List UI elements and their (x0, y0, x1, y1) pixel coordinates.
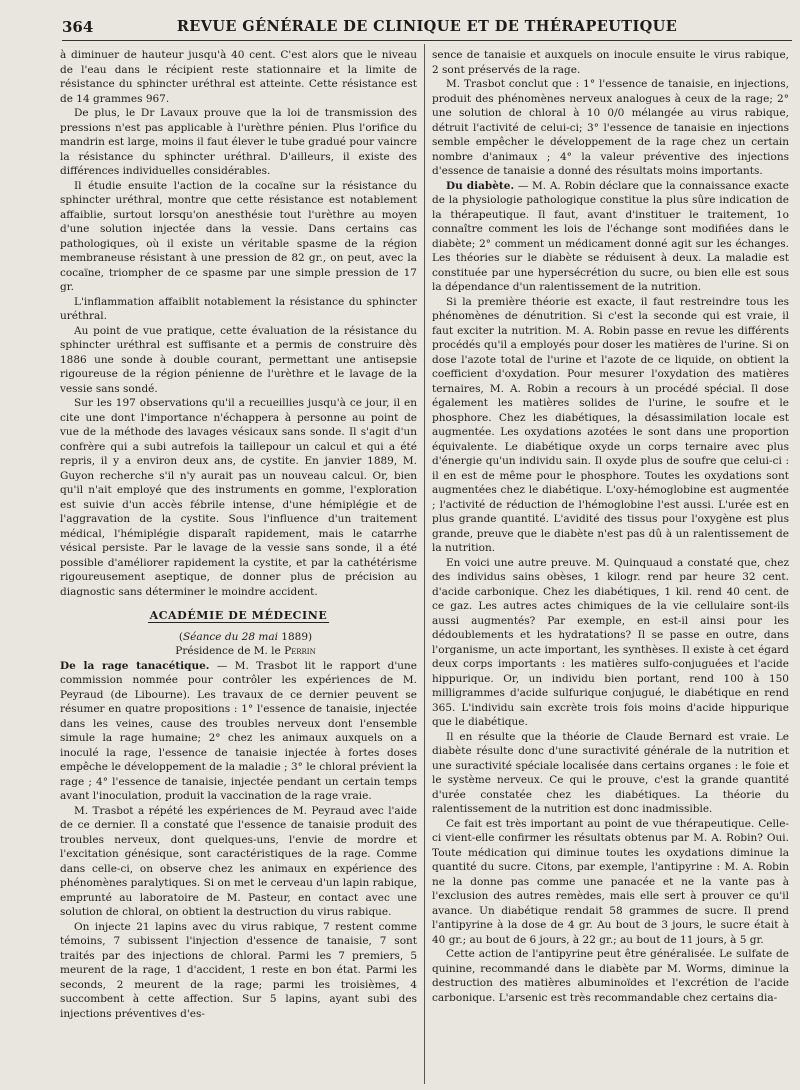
paragraph: L'inflammation affaiblit notablement la résistance du sphincter uréthral. (60, 295, 417, 322)
article-lead: De la rage tanacétique. (60, 659, 210, 672)
presidency-text: Présidence de M. le (175, 645, 285, 657)
paragraph (60, 659, 417, 804)
session-label: Séance du 28 mai (182, 630, 278, 643)
left-column (60, 48, 417, 1021)
paragraph: Sur les 197 observations qu'il a recueillies jusqu'à ce jour, il en cite une dont l'importance n'échappera à personne au point de vue de la méthode des lavages vésicaux sans sonde. Il s'agit d'un confrère qui a subi autrefois la taillepour un calcul et qui a été repris, il y a environ deux ans, de cystite. En janvier 1889, M. Guyon recherche s'il n'y aurait pas un nouveau calcul. Or, bien qu'il n'ait employé que des instruments en gomme, l'exploration est suivie d'un accès fébrile intense, d'une hémiplégie et de l'aggravation de la cystite. Sous l'influence d'un traitement médical, l'hémiplégie disparaît rapidement, mais le catarrhe vésical persiste. Par le lavage de la vessie sans sonde, il a été possible d'améliorer rapidement la cystite, et par la cathétérisme rigoureusement aseptique, de donner plus de précision au diagnostic sans déterminer le moindre accident. (60, 397, 417, 598)
section-title-text: ACADÉMIE DE MÉDECINE (149, 609, 328, 622)
page-header (62, 18, 792, 41)
paragraph: De plus, le Dr Lavaux prouve que la loi de transmission des pressions n'est pas applicable à l'urèthre pénien. Plus l'orifice du mandrin est large, moins il faut élever le tube gradué pour vaincre la résistance du sphincter uréthral. D'ailleurs, il existe des différences individuelles considérables. (60, 107, 417, 177)
president-name: Perrin (284, 645, 316, 657)
paragraph: M. Trasbot a répété les expériences de M. Peyraud avec l'aide de ce dernier. Il a constaté que l'essence de tanaisie produit des troubles nerveux, dont quelques-uns, l'envie de mordre et l'excitation génésique, sont caractéristiques de la rage. Comme dans celle-ci, on observe chez les animaux en expérience des phénomènes paralytiques. Si on met le cerveau d'un lapin rabique, emprunté au laboratoire de M. Pasteur, en contact avec une solution de chloral, on obtient la destruction du virus rabique. (60, 804, 417, 918)
session-open: ( (178, 630, 183, 643)
article-lead: Du diabète. (446, 179, 515, 192)
paragraph: En voici une autre preuve. M. Quinquaud a constaté que, chez des individus sains obèses, 1 kilogr. rend par heure 32 cent. d'acide carbonique. Chez les diabétiques, 1 kil. rend 40 cent. de ce gaz. Les autres actes chimiques de la vie cellulaire sont-ils aussi augmentés? Par exemple, en est-il ainsi pour les dédoublements et les hydratations? Il se passe en outre, dans l'organisme, un acte important, les synthèses. Il existe à cet égard deux corps importants : les matières sulfo-conjuguées et l'acide hippurique. Or, un individu bien portant, rend 100 à 150 milligrammes d'acide sulfurique conjugué, le diabétique en rend 365. L'individu sain excrète trois fois moins d'acide hippurique que le diabétique. (432, 556, 789, 728)
session-year: 1889) (277, 630, 313, 643)
paragraph: sence de tanaisie et auxquels on inocule ensuite le virus rabique, 2 sont préservés de la rage. (432, 49, 789, 76)
section-title (60, 609, 417, 624)
paragraph: Il étudie ensuite l'action de la cocaïne sur la résistance du sphincter uréthral, montre que cette résistance est notablement affaiblie, surtout lorsqu'on anesthésie tout l'urèthre au moyen d'une solution injectée dans la vessie. Dans certains cas pathologiques, où il existe un véritable spasme de la région membraneuse résistant à une pression de 82 gr., on peut, avec la cocaïne, triompher de ce spasme par une simple pression de 17 gr. (60, 179, 417, 293)
paragraph: M. Trasbot conclut que : 1° l'essence de tanaisie, en injections, produit des phénomènes nerveux analogues à ceux de la rage; 2° une solution de chloral à 10 0/0 mélangée au virus rabique, détruit l'activité de celui-ci; 3° l'essence de tanaisie en injections semble empêcher le développement de la rage chez un certain nombre d'animaux ; 4° la valeur préventive des injections d'essence de tanaisie a donné des résultats moins importants. (432, 78, 789, 177)
running-title: REVUE GÉNÉRALE DE CLINIQUE ET DE THÉRAPEUTIQUE (176, 18, 678, 35)
paragraph: à diminuer de hauteur jusqu'à 40 cent. C'est alors que le niveau de l'eau dans le récipient reste stationnaire et la limite de résistance du sphincter uréthral est atteinte. Cette résistance est de 14 grammes 967. (60, 49, 417, 105)
paragraph (432, 179, 789, 295)
paragraph: On injecte 21 lapins avec du virus rabique, 7 restent comme témoins, 7 subissent l'injection d'essence de tanaisie, 7 sont traités par des injections de chloral. Parmi les 7 premiers, 5 meurent de la rage, 1 d'accident, 1 reste en bon état. Parmi les seconds, 2 meurent de la rage; parmi les troisièmes, 4 succombent à cette affection. Sur 5 lapins, ayant subi des injections préventives d'es- (60, 920, 417, 1020)
paragraph: Si la première théorie est exacte, il faut restreindre tous les phénomènes de dénutrition. Si c'est la seconde qui est vraie, il faut exciter la nutrition. M. A. Robin passe en revue les différents procédés qu'il a employés pour doser les matières de l'urine. Si on dose l'azote total de l'urine et l'azote de ce liquide, on obtient la coefficient d'oxydation. Pour mesurer l'oxydation des matières ternaires, M. A. Robin a recours à un procédé spécial. Il dose également les matières solides de l'urine, le soufre et le phosphore. Chez les diabétiques, la désassimilation locale est augmentée. Les oxydations azotées le sont dans une proportion équivalente. Le diabétique oxyde un corps ternaire avec plus d'énergie qu'un individu sain. Il oxyde plus de soufre que celui-ci : il en est de même pour le phosphore. Toutes les oxydations sont augmentées chez le diabétique. L'oxy-hémoglobine est augmentée ; l'activité de réduction de l'hémoglobine l'est aussi. L'urée est en plus grande quantité. L'avidité des tissus pour l'oxygène est plus grande, preuve que le diabète n'est pas dû à un ralentissement de la nutrition. (432, 295, 789, 554)
paragraph: Au point de vue pratique, cette évaluation de la résistance du sphincter uréthral est suffisante et a permis de construire dès 1886 une sonde à double courant, permettant une antisepsie rigoureuse de la région pénienne de l'urèthre et le lavage de la vessie sans sondé. (60, 324, 417, 395)
article-text: — M. A. Robin déclare que la connaissance exacte de la physiologie pathologique constitue la plus sûre indication de la thérapeutique. Il faut, avant d'instituer le traitement, 1o connaître comment les lois de l'échange sont modifiées dans le diabète; 2° comment un médicament donné agit sur les échanges. Les théories sur le diabète se réduisent à deux. La maladie est constituée par une hypersécrétion du sucre, ou bien elle est sous la dépendance d'un ralentissement de la nutrition. (432, 179, 789, 293)
paragraph: Il en résulte que la théorie de Claude Bernard est vraie. Le diabète résulte donc d'une suractivité générale de la nutrition et une suractivité spéciale localisée dans certains organes : le foie et le système nerveux. Ce qui le prouve, c'est la grande quantité d'urée constatée chez les diabétiques. La théorie du ralentissement de la nutrition est donc inadmissible. (432, 730, 789, 815)
presidency (60, 644, 417, 659)
paragraph: Ce fait est très important au point de vue thérapeutique. Celle-ci vient-elle confirmer les résultats obtenus par M. A. Robin? Oui. Toute médication qui diminue toutes les oxydations diminue la quantité du sucre. Citons, par exemple, l'antipyrine : M. A. Robin ne la donne pas comme une panacée et ne la vante pas à l'exclusion des autres remèdes, mais elle sert à prouver ce qu'il avance. Un diabétique rendait 58 grammes de sucre. Il prend l'antipyrine à la dose de 4 gr. Au bout de 3 jours, le sucre était à 40 gr.; au bout de 6 jours, à 22 gr.; au bout de 11 jours, à 5 gr. (432, 817, 789, 946)
right-column (432, 48, 789, 1005)
paragraph: Cette action de l'antipyrine peut être généralisée. Le sulfate de quinine, recommandé dans le diabète par M. Worms, diminue la destruction des matières albuminoïdes et l'excrétion de l'acide carbonique. L'arsenic est très recommandable chez certains dia- (432, 948, 789, 1004)
article-text: — M. Trasbot lit le rapport d'une commission nommée pour contrôler les expériences de M. Peyraud (de Libourne). Les travaux de ce dernier peuvent se résumer en quatre propositions : 1° l'essence de tanaisie, injectée dans les veines, cause des troubles nerveux dont l'ensemble simule la rage humaine; 2° chez les animaux auxquels on a inoculé la rage, l'essence de tanaisie injectée à fortes doses empêche le développement de la maladie ; 3° le chloral prévient la rage ; 4° l'essence de tanaisie, injectée pendant un certain temps avant l'inoculation, produit la vaccination de la rage vraie. (60, 659, 418, 802)
page-number: 364 (62, 18, 94, 36)
session-date (60, 630, 417, 645)
column-divider (424, 44, 425, 1084)
